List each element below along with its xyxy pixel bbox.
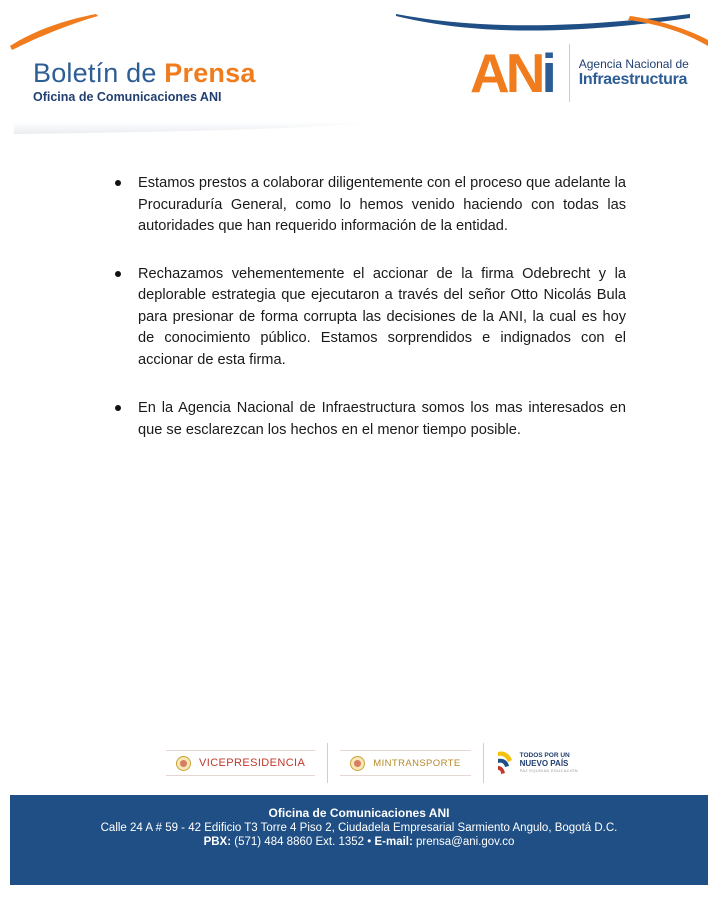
ani-logo-text: [579, 57, 689, 89]
list-item: [112, 173, 626, 238]
list-item-text: Rechazamos vehementemente el accionar de la firma Odebrecht y la deplorable estrategia que ejecutaron a través del señor Otto Nicolás Bula para presionar de forma corrupta las decisiones de la ANI, la cual es hoy de conocimiento público. Estamos sorprendidos e indignados con el accionar de esta firma.: [138, 265, 626, 368]
list-item: [112, 264, 626, 372]
logo-divider: [569, 44, 570, 102]
colombia-seal-icon: [350, 756, 365, 771]
vicepresidencia-label: VICEPRESIDENCIA: [199, 757, 306, 769]
ani-logo-letters: AN: [470, 41, 542, 104]
todos-por-un-nuevo-pais-logo: [496, 748, 578, 778]
ani-logo: [470, 42, 689, 104]
bullet-icon: [115, 180, 121, 186]
mintransporte-label: MINTRANSPORTE: [373, 757, 461, 769]
partner-divider: [327, 743, 328, 783]
email-value: prensa@ani.gov.co: [412, 836, 515, 848]
partner-divider: [483, 743, 484, 783]
bulletin-subtitle: Oficina de Comunicaciones ANI: [33, 90, 222, 104]
bullet-icon: [115, 405, 121, 411]
bulletin-title: [33, 58, 256, 89]
footer-contact: [10, 836, 708, 848]
tricolor-flag-icon: [496, 748, 514, 778]
bulletin-title-block: [33, 58, 256, 104]
footer: [10, 795, 708, 885]
ani-logo-line2: Infraestructura: [578, 71, 688, 88]
tpnp-line2: NUEVO PAÍS: [519, 758, 569, 768]
partner-logos: [166, 740, 578, 786]
mintransporte-logo: [340, 750, 470, 776]
title-plain: Boletín de: [33, 58, 165, 88]
colombia-seal-icon: [176, 756, 191, 771]
vicepresidencia-logo: [166, 750, 315, 776]
tpnp-line3: PAZ EQUIDAD EDUCACIÓN: [519, 767, 578, 773]
footer-address: Calle 24 A # 59 - 42 Edificio T3 Torre 4 Piso 2, Ciudadela Empresarial Sarmiento Angulo, Bogotá D.C.: [100, 822, 618, 834]
statement-list: [112, 173, 626, 467]
list-item: [112, 398, 626, 441]
footer-office: Oficina de Comunicaciones ANI: [268, 806, 450, 820]
ani-logo-mark: [470, 41, 557, 104]
pbx-label: PBX:: [203, 836, 232, 848]
tpnp-line1: TODOS POR UN: [519, 752, 570, 760]
ani-logo-i: i: [541, 41, 557, 104]
orange-swoosh-left: [10, 14, 98, 50]
list-item-text: Estamos prestos a colaborar diligentemente con el proceso que adelante la Procuraduría General, como lo hemos venido haciendo con todas las autoridades que han requerido información de la entidad.: [138, 175, 626, 234]
bullet-icon: [115, 271, 121, 277]
list-item-text: En la Agencia Nacional de Infraestructura somos los mas interesados en que se esclarezcan los hechos en el menor tiempo posible.: [138, 400, 626, 438]
ani-logo-line1: Agencia Nacional de: [578, 57, 689, 71]
pbx-value: (571) 484 8860 Ext. 1352 •: [231, 836, 375, 848]
email-label: E-mail:: [374, 836, 413, 848]
header-shadow: [14, 122, 380, 134]
title-accent: Prensa: [164, 58, 256, 88]
